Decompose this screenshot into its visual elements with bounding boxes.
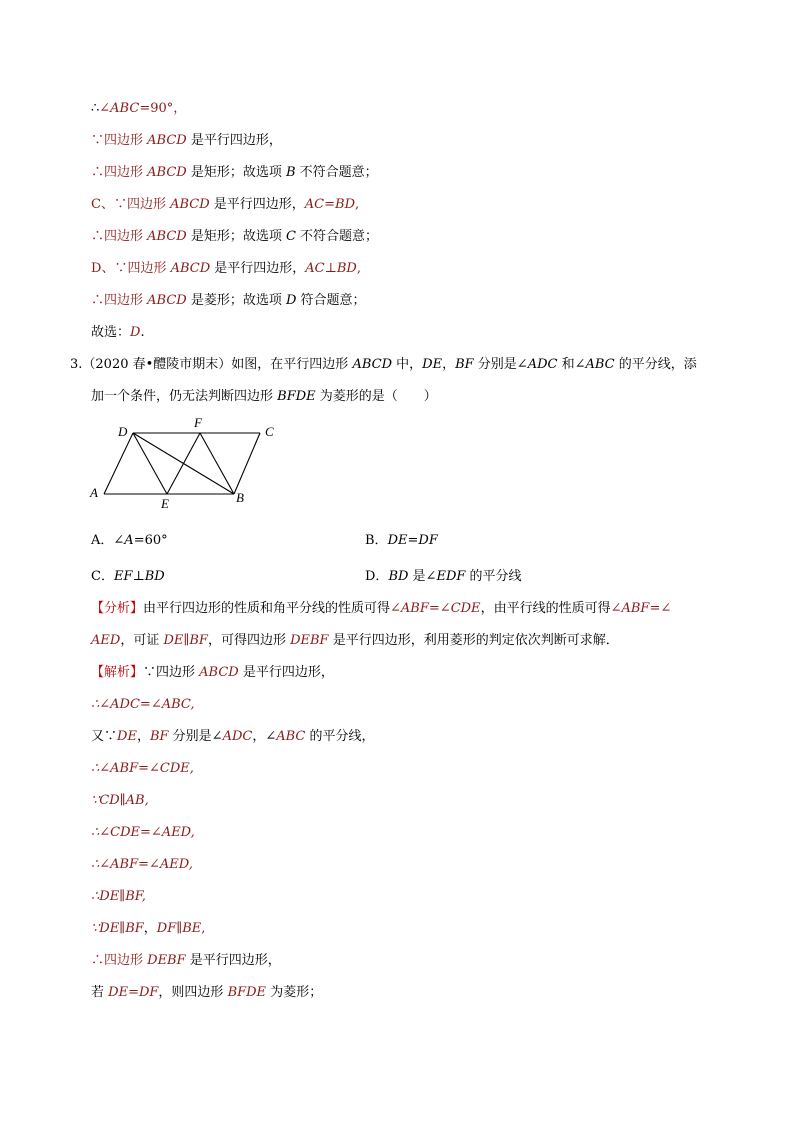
label-b: B (236, 490, 244, 505)
solution-step-2: ∴∠ADC=∠ABC, (91, 697, 195, 712)
label-f: F (194, 415, 202, 430)
question-source: （2020 春•醴陵市期末） (82, 357, 232, 372)
option-b: B．DE=DF (365, 533, 438, 548)
segment-fe (167, 433, 200, 494)
segment-cb (234, 433, 260, 494)
solution-line-8: 故选：D. (91, 325, 145, 340)
solution-line-6: D、∵四边形 ABCD 是平行四边形，AC⊥BD, (91, 261, 361, 276)
solution-step-7: ∴∠ABF=∠AED, (91, 857, 193, 872)
solution-line-7: ∴四边形 ABCD 是菱形；故选项 D 符合题意； (91, 293, 366, 308)
analysis-line-2: AED，可证 DE∥BF，可得四边形 DEBF 是平行四边形，利用菱形的判定依次判断可求解． (91, 633, 619, 648)
solution-tag-line: 【解析】∵四边形 ABCD 是平行四边形， (91, 665, 334, 680)
parallelogram-figure (85, 412, 295, 512)
solution-line-2: ∵四边形 ABCD 是平行四边形， (91, 133, 282, 148)
solution-line-5: ∴四边形 ABCD 是矩形；故选项 C 不符合题意； (91, 229, 379, 244)
option-d: D．BD 是∠EDF 的平分线 (365, 569, 522, 584)
question-number: 3. (70, 357, 83, 372)
solution-step-6: ∴∠CDE=∠AED, (91, 825, 195, 840)
solution-step-5: ∵CD∥AB, (91, 793, 149, 808)
option-c: C．EF⊥BD (91, 569, 165, 584)
solution-step-4: ∴∠ABF=∠CDE, (91, 761, 194, 776)
solution-line-4: C、∵四边形 ABCD 是平行四边形，AC=BD, (91, 197, 360, 212)
solution-step-10: ∴四边形 DEBF 是平行四边形， (91, 953, 281, 968)
label-a: A (90, 485, 98, 500)
segment-fb (200, 433, 234, 494)
analysis-tag: 【分析】 (91, 601, 144, 616)
analysis-line-1: 【分析】由平行四边形的性质和角平分线的性质可得∠ABF=∠CDE，由平行线的性质可得∠ABF=∠ (91, 601, 672, 616)
solution-step-11: 若 DE=DF，则四边形 BFDE 为菱形； (91, 985, 323, 1000)
solution-step-3: 又∵DE，BF 分别是∠ADC，∠ABC 的平分线， (91, 729, 375, 744)
question-3-line-1: 3.（2020 春•醴陵市期末）如图，在平行四边形 ABCD 中，DE，BF 分别是∠ADC 和∠ABC 的平分线，添 (70, 357, 697, 372)
solution-line-1: ∴∠ABC=90°， (91, 101, 187, 116)
option-a: A．∠A=60° (91, 533, 168, 548)
solution-line-3: ∴四边形 ABCD 是矩形；故选项 B 不符合题意； (91, 165, 378, 180)
solution-step-8: ∴DE∥BF, (91, 889, 146, 904)
solution-step-9: ∵DE∥BF，DF∥BE, (91, 921, 206, 936)
segment-da (104, 433, 133, 494)
label-e: E (161, 496, 169, 511)
question-3-line-2: 加一个条件，仍无法判断四边形 BFDE 为菱形的是（ ） (91, 389, 437, 404)
label-d: D (118, 424, 128, 439)
segment-de (133, 433, 167, 494)
label-c: C (265, 424, 274, 439)
solution-tag: 【解析】 (91, 665, 144, 680)
